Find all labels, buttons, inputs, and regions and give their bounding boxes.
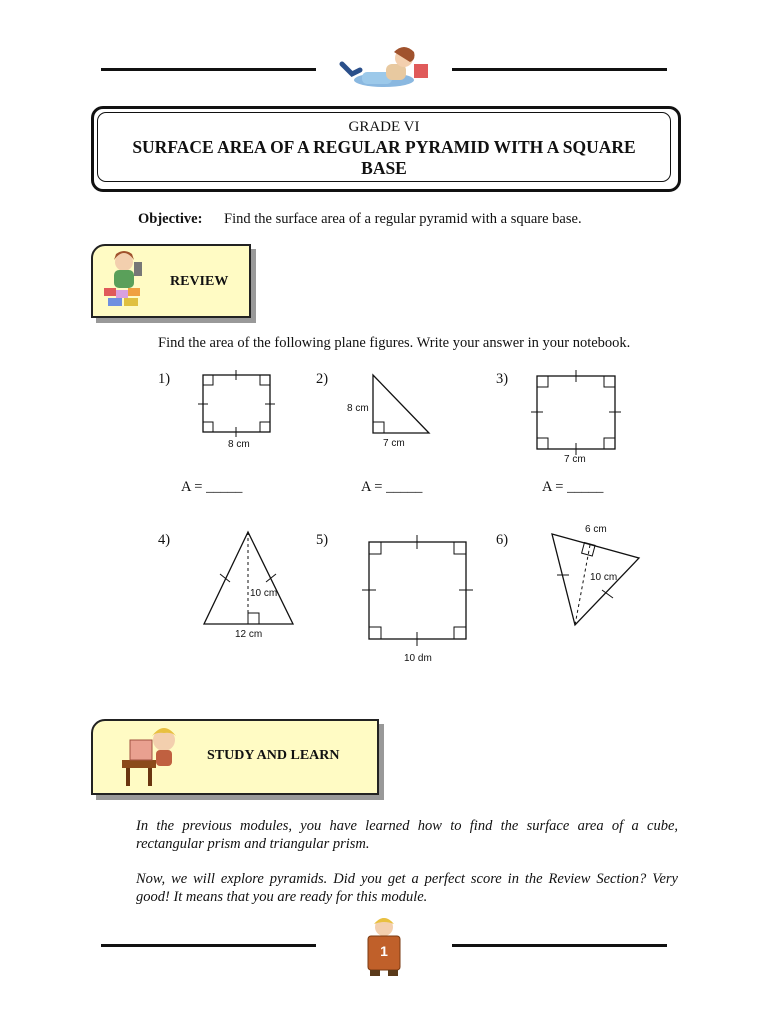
title-box bbox=[97, 112, 671, 182]
review-instruction: Find the area of the following plane figures. Write your answer in your notebook. bbox=[158, 335, 631, 351]
page-title: SURFACE AREA OF A REGULAR PYRAMID WITH A SQUARE BASE bbox=[132, 137, 636, 178]
problem-5-number: 5) bbox=[316, 532, 329, 548]
footer-rule-left bbox=[101, 944, 316, 947]
study-label: STUDY AND LEARN bbox=[207, 748, 340, 763]
figure-4-height-label: 10 cm bbox=[250, 588, 278, 599]
figure-3-square bbox=[530, 366, 624, 460]
header-rule-right bbox=[452, 68, 667, 71]
problem-4-number: 4) bbox=[158, 532, 171, 548]
girl-with-books-icon bbox=[100, 248, 152, 310]
problem-6-number: 6) bbox=[496, 532, 509, 548]
figure-4-triangle bbox=[200, 528, 298, 628]
objective-text: Find the surface area of a regular pyramid with a square base. bbox=[224, 211, 582, 227]
figure-3-label: 7 cm bbox=[564, 454, 586, 465]
figure-5-square bbox=[360, 532, 476, 648]
review-label: REVIEW bbox=[170, 274, 229, 289]
footer-rule-right bbox=[452, 944, 667, 947]
answer-2: A = _____ bbox=[361, 479, 423, 495]
figure-6-top-label: 6 cm bbox=[585, 524, 607, 535]
problem-2-number: 2) bbox=[316, 371, 329, 387]
objective-label: Objective: bbox=[138, 211, 203, 227]
grade-label: GRADE VI bbox=[348, 119, 420, 135]
figure-2-triangle bbox=[368, 372, 434, 436]
page-number: 1 bbox=[380, 943, 388, 959]
header-rule-left bbox=[101, 68, 316, 71]
problem-3-number: 3) bbox=[496, 371, 509, 387]
figure-2-base-label: 7 cm bbox=[383, 438, 405, 449]
study-paragraph-2: Now, we will explore pyramids. Did you get a perfect score in the Review Section? Very good! It means that you are ready for this module. bbox=[136, 871, 678, 905]
figure-2-height-label: 8 cm bbox=[347, 403, 369, 414]
study-paragraph-1: In the previous modules, you have learned how to find the surface area of a cube, rectangular prism and triangular prism. bbox=[136, 818, 678, 852]
girl-reading-icon bbox=[334, 44, 434, 94]
figure-1-label: 8 cm bbox=[228, 439, 250, 450]
problem-1-number: 1) bbox=[158, 371, 171, 387]
objective bbox=[138, 211, 582, 228]
answer-1: A = _____ bbox=[181, 479, 243, 495]
figure-5-label: 10 dm bbox=[404, 653, 432, 664]
boy-reading-at-desk-icon bbox=[116, 722, 182, 788]
answer-3: A = _____ bbox=[542, 479, 604, 495]
figure-4-base-label: 12 cm bbox=[235, 629, 263, 640]
figure-6-height-label: 10 cm bbox=[590, 572, 618, 583]
